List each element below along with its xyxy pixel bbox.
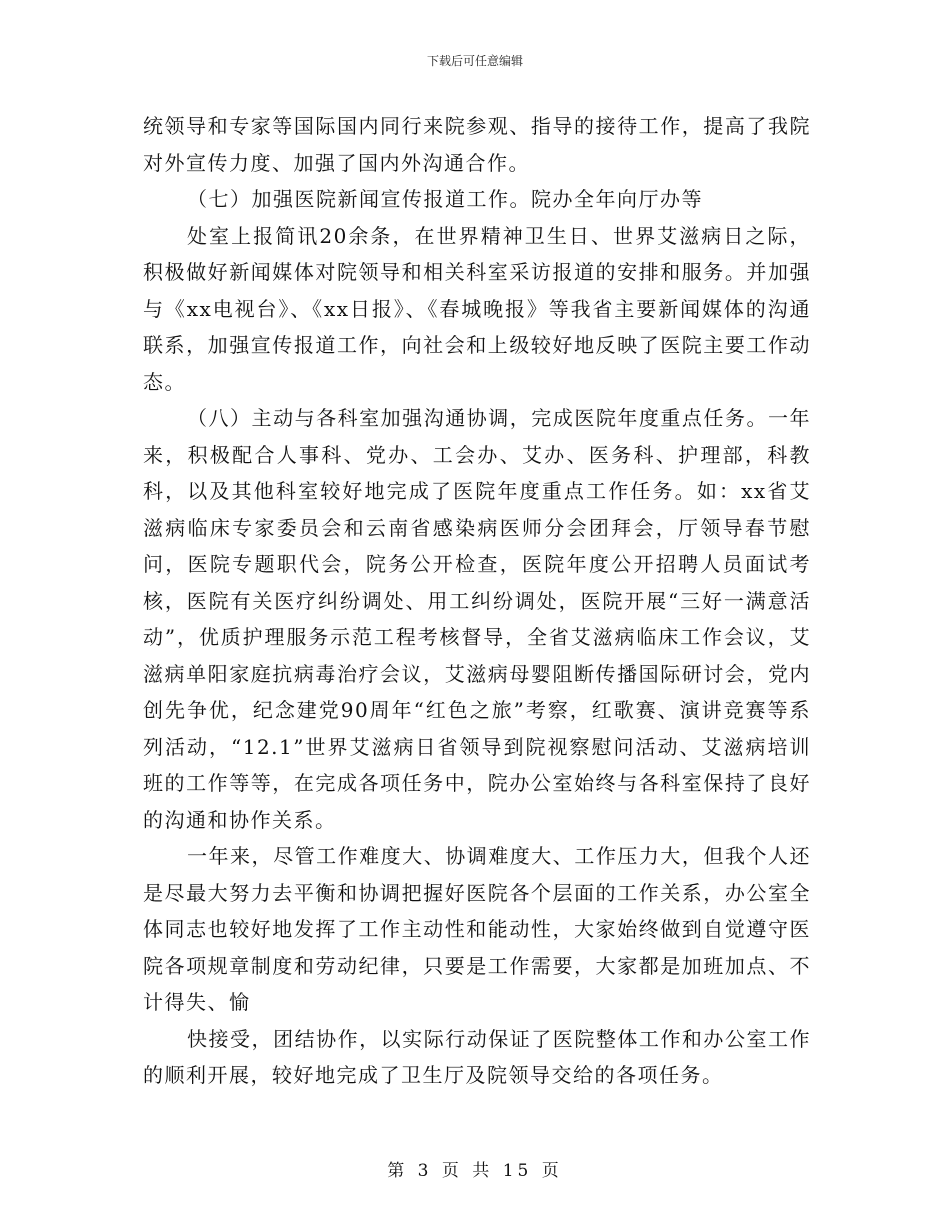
- paragraph-section-8: （八）主动与各科室加强沟通协调，完成医院年度重点任务。一年来，积极配合人事科、党办、工会办、艾办、医务科、护理部，科教科，以及其他科室较好地完成了医院年度重点工作任务。如：xx省艾滋病临床专家委员会和云南省感染病医师分会团拜会，厅领导春节慰问，医院专题职代会，院务公开检查，医院年度公开招聘人员面试考核，医院有关医疗纠纷调处、用工纠纷调处，医院开展“三好一满意活动”，优质护理服务示范工程考核督导，全省艾滋病临床工作会议，艾滋病单阳家庭抗病毒治疗会议，艾滋病母婴阻断传播国际研讨会，党内创先争优，纪念建党90周年“红色之旅”考察，红歌赛、演讲竞赛等系列活动，“12.1”世界艾滋病日省领导到院视察慰问活动、艾滋病培训班的工作等等，在完成各项任务中，院办公室始终与各科室保持了良好的沟通和协作关系。: [143, 406, 811, 832]
- paragraph: 处室上报简讯20余条，在世界精神卫生日、世界艾滋病日之际，积极做好新闻媒体对院领导和相关科室采访报道的安排和服务。并加强与《xx电视台》、《xx日报》、《春城晚报》等我省主要新闻媒体的沟通联系，加强宣传报道工作，向社会和上级较好地反映了医院主要工作动态。: [143, 223, 811, 394]
- paragraph: 一年来，尽管工作难度大、协调难度大、工作压力大，但我个人还是尽最大努力去平衡和协调把握好医院各个层面的工作关系，办公室全体同志也较好地发挥了工作主动性和能动性，大家始终做到自觉遵守医院各项规章制度和劳动纪律，只要是工作需要，大家都是加班加点、不计得失、愉: [143, 844, 811, 1014]
- page-number-footer: 第 3 页 共 15 页: [387, 1161, 563, 1181]
- page-header: 下载后可任意编辑: [426, 54, 523, 68]
- paragraph: 快接受，团结协作，以实际行动保证了医院整体工作和办公室工作的顺利开展，较好地完成了卫生厅及院领导交给的各项任务。: [143, 1026, 811, 1087]
- paragraph-section-7-heading: （七）加强医院新闻宣传报道工作。院办全年向厅办等: [187, 187, 703, 211]
- paragraph: 统领导和专家等国际国内同行来院参观、指导的接待工作，提高了我院对外宣传力度、加强了国内外沟通合作。: [143, 114, 811, 175]
- document-body: [143, 108, 811, 1094]
